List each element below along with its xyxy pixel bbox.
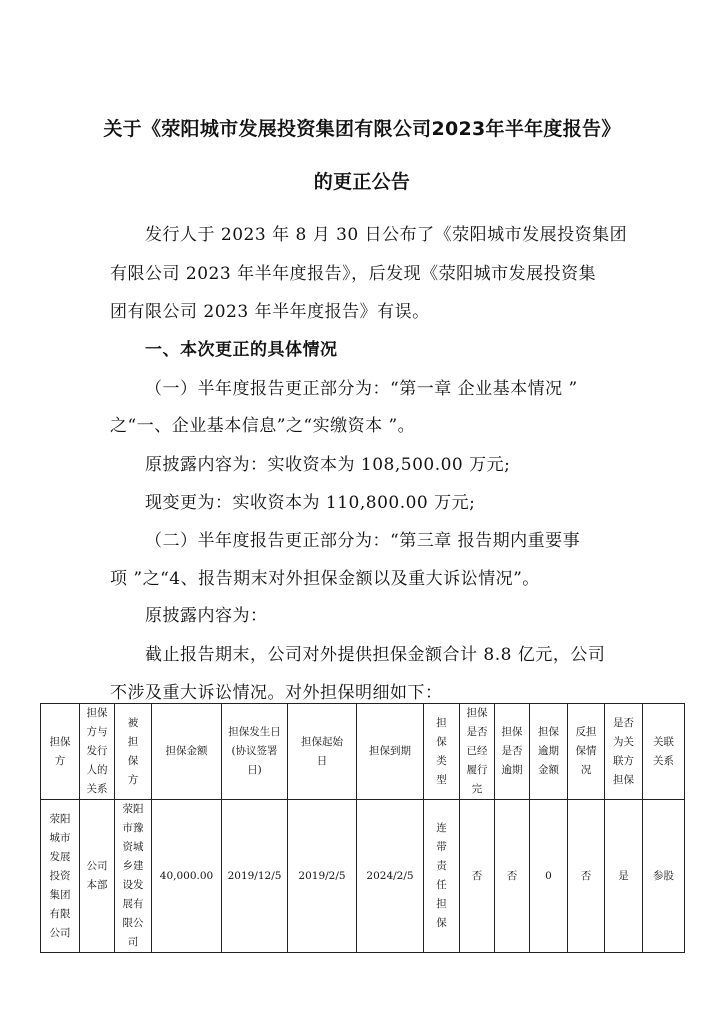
item1-line-1: （一）半年度报告更正部分为：“第一章 企业基本情况 ” [145,379,578,399]
table-cell: 连带责任担保 [424,800,460,953]
table-cell: 2024/2/5 [357,800,424,953]
table-row [41,800,685,953]
table-header-cell: 担保逾期金额 [530,704,568,800]
title-line-2: 的更正公告 [313,171,411,193]
item2-para-2: 不涉及重大诉讼情况。对外担保明细如下： [110,683,443,703]
table-header-cell: 反担保情况 [568,704,605,800]
table-header-cell: 担保起始日 [288,704,357,800]
item2-line-2: 项 ”之“4、报告期末对外担保金额以及重大诉讼情况”。 [110,569,540,589]
table-cell: 是 [605,800,643,953]
table-cell: 2019/2/5 [288,800,357,953]
table-header-cell: 担保是否逾期 [495,704,530,800]
item2-original: 原披露内容为： [145,606,268,626]
table-header-cell: 担保是否已经履行完 [460,704,495,800]
table-header-cell: 担保方 [41,704,80,800]
item1-new: 现变更为：实收资本为 110,800.00 万元; [145,493,476,513]
item2-line-1: （二）半年度报告更正部分为：“第三章 报告期内重要事 [145,531,581,551]
guarantee-table [40,703,685,953]
table-header-cell: 关联关系 [643,704,685,800]
item1-original: 原披露内容为：实收资本为 108,500.00 万元; [145,455,511,475]
item1-line-2: 之“一、企业基本信息”之“实缴资本 ”。 [110,416,416,436]
table-cell: 否 [460,800,495,953]
table-header-cell: 被担保方 [115,704,152,800]
table-cell: 公司本部 [80,800,115,953]
table-cell: 参股 [643,800,685,953]
table-cell: 否 [495,800,530,953]
intro-line-3: 团有限公司 2023 年半年度报告》有误。 [110,302,430,322]
intro-line-2: 有限公司 2023 年半年度报告》，后发现《荥阳城市发展投资集 [110,264,597,284]
title-line-1: 关于《荥阳城市发展投资集团有限公司2023年半年度报告》 [103,118,621,140]
table-header-cell: 是否为关联方担保 [605,704,643,800]
table-header-row [41,704,685,800]
table-cell: 40,000.00 [152,800,222,953]
table-header-cell: 担保金额 [152,704,222,800]
intro-line-1: 发行人于 2023 年 8 月 30 日公布了《荥阳城市发展投资集团 [145,225,628,245]
item2-para-1: 截止报告期末，公司对外提供担保金额合计 8.8 亿元，公司 [145,645,606,665]
table-header-cell: 担保发生日(协议签署日) [222,704,288,800]
section-heading: 一、本次更正的具体情况 [145,340,338,360]
table-cell: 荥阳市豫资城乡建设发展有限公司 [115,800,152,953]
table-cell: 2019/12/5 [222,800,288,953]
table-header-cell: 担保方与发行人的关系 [80,704,115,800]
table-header-cell: 担保到期 [357,704,424,800]
table-cell: 0 [530,800,568,953]
table-cell: 荥阳城市发展投资集团有限公司 [41,800,80,953]
table-cell: 否 [568,800,605,953]
table-header-cell: 担保类型 [424,704,460,800]
